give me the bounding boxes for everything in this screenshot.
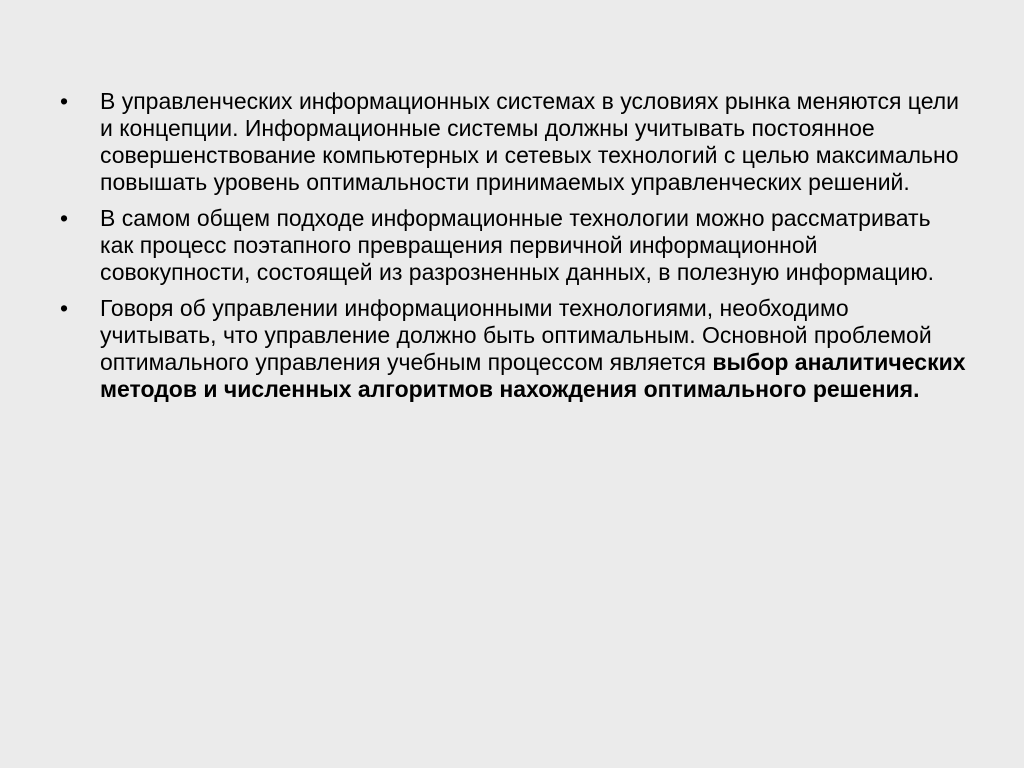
bullet-item-2: [60, 205, 968, 286]
bullet-list: [60, 88, 968, 403]
bullet-text-1: В управленческих информационных системах в условиях рынка меняются цели и концепции. Информационные системы должны учитывать постоянное совершенствование компьютерных и сетевых технологий с целью максимально повышать уровень оптимальности принимаемых управленческих решений.: [100, 88, 959, 195]
bullet-marker: •: [60, 295, 69, 321]
bullet-marker: •: [60, 88, 69, 114]
bullet-item-1: [60, 88, 968, 196]
bullet-text-3-plain: Говоря об управлении информационными технологиями, необходимо учитывать, что управление должно быть оптимальным. Основной проблемой оптимального управления учебным процессом является: [100, 295, 932, 375]
bullet-text-2: В самом общем подходе информационные технологии можно рассматривать как процесс поэтапного превращения первичной информационной совокупности, состоящей из разрозненных данных, в полезную информацию.: [100, 205, 935, 285]
bullet-marker: •: [60, 205, 69, 231]
bullet-item-3: [60, 295, 968, 403]
bullet-text-3-bold: выбор аналитических методов и численных алгоритмов нахождения оптимального решения.: [100, 349, 966, 402]
